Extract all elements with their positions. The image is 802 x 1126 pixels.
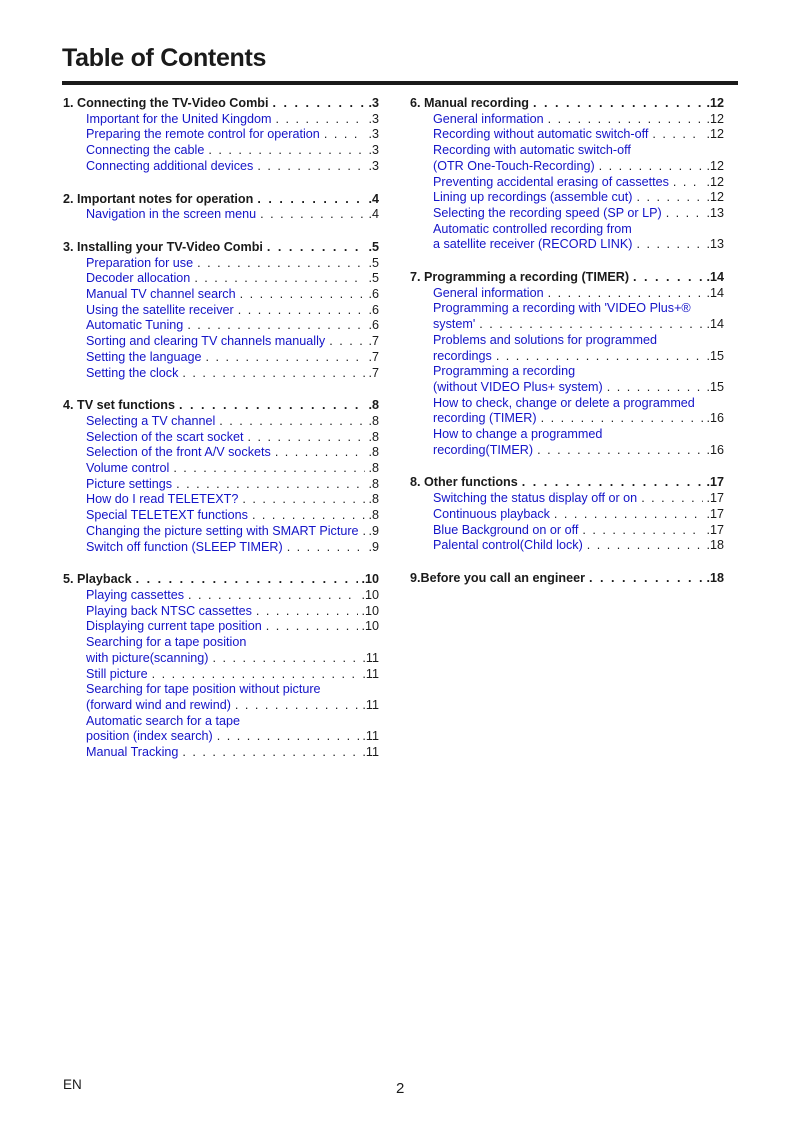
- dot-leader: [256, 604, 359, 620]
- entry-title: Picture settings: [86, 476, 173, 491]
- dot-leader: [522, 475, 704, 491]
- dot-leader: [582, 523, 703, 539]
- page-title: Table of Contents: [62, 44, 267, 72]
- dot-leader: [248, 430, 366, 446]
- toc-entry[interactable]: [410, 380, 724, 396]
- toc-left-column: [63, 95, 379, 777]
- page-ref: .18: [706, 538, 724, 553]
- entry-title: Manual TV channel search: [86, 287, 236, 302]
- toc-entry[interactable]: [63, 350, 379, 366]
- toc-right-column: [410, 95, 724, 603]
- toc-entry[interactable]: [63, 318, 379, 334]
- dot-leader: [272, 96, 365, 112]
- section-title: 3. Installing your TV-Video Combi: [63, 239, 263, 254]
- entry-title: Continuous playback: [433, 506, 550, 521]
- dot-leader: [152, 667, 360, 683]
- toc-entry[interactable]: [410, 317, 724, 333]
- page-ref: .8: [368, 445, 379, 460]
- page-ref: .6: [368, 318, 379, 333]
- page-ref: .16: [706, 442, 724, 457]
- entry-title: Changing the picture setting with SMART Picture: [86, 523, 359, 538]
- toc-entry[interactable]: [63, 334, 379, 350]
- toc-entry[interactable]: [410, 364, 724, 380]
- entry-title: Setting the language: [86, 349, 202, 364]
- toc-entry[interactable]: [63, 540, 379, 556]
- dot-leader: [329, 334, 365, 350]
- page-ref: .10: [361, 572, 379, 587]
- toc-entry[interactable]: [410, 286, 724, 302]
- page-ref: .8: [368, 461, 379, 476]
- entry-title: Decoder allocation: [86, 271, 191, 286]
- entry-title: Automatic controlled recording from: [433, 221, 632, 236]
- toc-entry[interactable]: [410, 112, 724, 128]
- toc-section-heading[interactable]: [63, 397, 379, 414]
- page-ref: .11: [362, 697, 379, 712]
- toc-section: [63, 397, 379, 555]
- entry-title: Switching the status display off or on: [433, 491, 638, 506]
- page-ref: .10: [361, 587, 379, 602]
- toc-entry[interactable]: [63, 207, 379, 223]
- page-ref: .9: [368, 539, 379, 554]
- page-ref: .14: [706, 317, 724, 332]
- entry-title: Blue Background on or off: [433, 522, 579, 537]
- entry-title: Automatic search for a tape: [86, 713, 241, 728]
- entry-title: Palental control(Child lock): [433, 538, 583, 553]
- page-ref: .16: [706, 411, 724, 426]
- dot-leader: [213, 651, 360, 667]
- toc-section: [63, 95, 379, 175]
- toc-entry[interactable]: [410, 538, 724, 554]
- page-ref: .6: [368, 287, 379, 302]
- page-ref: .17: [706, 506, 724, 521]
- dot-leader: [182, 745, 359, 761]
- page-ref: .8: [368, 413, 379, 428]
- page-ref: .3: [368, 143, 379, 158]
- entry-title: Switch off function (SLEEP TIMER): [86, 539, 283, 554]
- toc-section-heading[interactable]: [63, 95, 379, 112]
- dot-leader: [235, 698, 360, 714]
- footer-language: EN: [63, 1077, 82, 1092]
- dot-leader: [276, 112, 366, 128]
- dot-leader: [206, 350, 366, 366]
- dot-leader: [136, 572, 359, 588]
- dot-leader: [633, 270, 703, 286]
- entry-title: (forward wind and rewind): [86, 697, 231, 712]
- dot-leader: [652, 127, 703, 143]
- entry-title: Lining up recordings (assemble cut): [433, 190, 633, 205]
- dot-leader: [219, 414, 365, 430]
- page-ref: .8: [368, 508, 379, 523]
- dot-leader: [636, 237, 703, 253]
- section-title: 6. Manual recording: [410, 96, 529, 110]
- page-ref: .8: [368, 398, 379, 413]
- page-ref: .4: [368, 191, 379, 206]
- toc-entry[interactable]: [63, 745, 379, 761]
- page-ref: .8: [368, 429, 379, 444]
- toc-entry[interactable]: [63, 271, 379, 287]
- toc-entry[interactable]: [63, 127, 379, 143]
- entry-title: Selecting the recording speed (SP or LP): [433, 205, 662, 220]
- entry-title: Playing back NTSC cassettes: [86, 603, 252, 618]
- page-ref: .5: [368, 255, 379, 270]
- dot-leader: [252, 508, 366, 524]
- entry-title: General information: [433, 111, 544, 126]
- dot-leader: [363, 524, 366, 540]
- entry-title: Important for the United Kingdom: [86, 111, 272, 126]
- entry-title: a satellite receiver (RECORD LINK): [433, 237, 633, 252]
- dot-leader: [496, 349, 704, 365]
- toc-entry[interactable]: [63, 112, 379, 128]
- toc-section-heading[interactable]: [410, 95, 724, 112]
- title-rule: [62, 81, 738, 85]
- dot-leader: [324, 127, 366, 143]
- page-ref: .12: [706, 96, 724, 110]
- page-ref: .9: [368, 523, 379, 538]
- page-ref: .6: [368, 302, 379, 317]
- entry-title: General information: [433, 285, 544, 300]
- entry-title: Sorting and clearing TV channels manually: [86, 334, 326, 349]
- entry-title: recording (TIMER): [433, 411, 537, 426]
- toc-entry[interactable]: [410, 175, 724, 191]
- toc-entry[interactable]: [63, 619, 379, 635]
- entry-title: Problems and solutions for programmed: [433, 332, 657, 347]
- dot-leader: [673, 175, 704, 191]
- page-ref: .8: [368, 492, 379, 507]
- entry-title: How to check, change or delete a programmed: [433, 395, 695, 410]
- dot-leader: [587, 538, 704, 554]
- page-ref: .5: [368, 271, 379, 286]
- dot-leader: [182, 366, 365, 382]
- page-ref: .10: [361, 619, 379, 634]
- entry-title: Preparation for use: [86, 255, 194, 270]
- toc-entry[interactable]: [63, 635, 379, 651]
- dot-leader: [257, 192, 365, 208]
- toc-entry[interactable]: [63, 667, 379, 683]
- dot-leader: [257, 159, 365, 175]
- toc-entry[interactable]: [410, 443, 724, 459]
- entry-title: recordings: [433, 348, 492, 363]
- toc-section: [63, 191, 379, 223]
- toc-entry[interactable]: [410, 301, 724, 317]
- dot-leader: [173, 461, 365, 477]
- entry-title: Manual Tracking: [86, 745, 179, 760]
- page-ref: .3: [368, 96, 379, 110]
- entry-title: Preventing accidental erasing of cassettes: [433, 174, 669, 189]
- entry-title: Selecting a TV channel: [86, 413, 216, 428]
- dot-leader: [176, 477, 365, 493]
- toc-entry[interactable]: [410, 507, 724, 523]
- page-ref: .14: [706, 270, 724, 285]
- dot-leader: [537, 443, 703, 459]
- toc-entry[interactable]: [410, 159, 724, 175]
- page-ref: .10: [361, 603, 379, 618]
- page-ref: .3: [368, 158, 379, 173]
- dot-leader: [548, 112, 704, 128]
- dot-leader: [287, 540, 366, 556]
- toc-entry[interactable]: [410, 396, 724, 412]
- page-ref: .3: [368, 127, 379, 142]
- toc-section: [410, 95, 724, 253]
- page-ref: .7: [368, 349, 379, 364]
- section-title: 7. Programming a recording (TIMER): [410, 270, 630, 285]
- dot-leader: [187, 318, 365, 334]
- toc-entry[interactable]: [63, 698, 379, 714]
- dot-leader: [242, 492, 365, 508]
- page-ref: .18: [706, 570, 724, 585]
- entry-title: Selection of the front A/V sockets: [86, 445, 271, 460]
- toc-entry[interactable]: [63, 477, 379, 493]
- toc-entry[interactable]: [410, 333, 724, 349]
- entry-title: Connecting additional devices: [86, 158, 254, 173]
- page-ref: .5: [368, 239, 379, 254]
- toc-section-heading[interactable]: [410, 474, 724, 491]
- toc-entry[interactable]: [63, 604, 379, 620]
- entry-title: Using the satellite receiver: [86, 302, 234, 317]
- toc-entry[interactable]: [410, 523, 724, 539]
- dot-leader: [666, 206, 704, 222]
- toc-entry[interactable]: [63, 256, 379, 272]
- toc-entry[interactable]: [410, 143, 724, 159]
- toc-entry[interactable]: [410, 222, 724, 238]
- toc-entry[interactable]: [63, 303, 379, 319]
- section-title: 8. Other functions: [410, 475, 518, 490]
- toc-entry[interactable]: [63, 651, 379, 667]
- dot-leader: [266, 619, 359, 635]
- entry-title: (OTR One-Touch-Recording): [433, 158, 595, 173]
- toc-entry[interactable]: [63, 524, 379, 540]
- entry-title: Selection of the scart socket: [86, 429, 244, 444]
- page-ref: .11: [362, 745, 379, 760]
- toc-entry[interactable]: [63, 492, 379, 508]
- entry-title: Volume control: [86, 461, 170, 476]
- entry-title: Preparing the remote control for operation: [86, 127, 320, 142]
- page-ref: .17: [706, 491, 724, 506]
- section-title: 1. Connecting the TV-Video Combi: [63, 96, 269, 110]
- page-ref: .12: [706, 127, 724, 142]
- page-ref: .3: [368, 111, 379, 126]
- dot-leader: [197, 256, 365, 272]
- dot-leader: [208, 143, 365, 159]
- toc-entry[interactable]: [63, 366, 379, 382]
- page-ref: .8: [368, 476, 379, 491]
- toc-section: [63, 571, 379, 760]
- toc-section-heading[interactable]: [410, 269, 724, 286]
- dot-leader: [194, 271, 365, 287]
- dot-leader: [179, 398, 366, 414]
- entry-title: Displaying current tape position: [86, 619, 262, 634]
- toc-entry[interactable]: [63, 159, 379, 175]
- dot-leader: [188, 588, 358, 604]
- entry-title: How to change a programmed: [433, 427, 603, 442]
- entry-title: Programming a recording with 'VIDEO Plus+®: [433, 301, 691, 316]
- page-ref: .13: [706, 205, 724, 220]
- dot-leader: [238, 303, 366, 319]
- entry-title: position (index search): [86, 729, 213, 744]
- section-title: 4. TV set functions: [63, 398, 175, 413]
- footer-page-number: 2: [396, 1080, 405, 1097]
- entry-title: Recording without automatic switch-off: [433, 127, 649, 142]
- dot-leader: [607, 380, 704, 396]
- toc-entry[interactable]: [63, 414, 379, 430]
- entry-title: Recording with automatic switch-off: [433, 143, 631, 158]
- toc-entry[interactable]: [63, 461, 379, 477]
- dot-leader: [533, 96, 704, 112]
- entry-title: with picture(scanning): [86, 650, 209, 665]
- entry-title: Special TELETEXT functions: [86, 508, 248, 523]
- toc-entry[interactable]: [410, 427, 724, 443]
- toc-entry[interactable]: [410, 190, 724, 206]
- entry-title: Setting the clock: [86, 365, 179, 380]
- page-ref: .15: [706, 379, 724, 394]
- page-ref: .12: [706, 174, 724, 189]
- page-ref: .11: [362, 666, 379, 681]
- page-ref: .14: [706, 285, 724, 300]
- entry-title: How do I read TELETEXT?: [86, 492, 239, 507]
- page-ref: .17: [706, 522, 724, 537]
- toc-entry[interactable]: [410, 411, 724, 427]
- page-ref: .15: [706, 348, 724, 363]
- dot-leader: [541, 411, 704, 427]
- section-title: 9.Before you call an engineer: [410, 570, 585, 585]
- toc-entry[interactable]: [63, 445, 379, 461]
- toc-section: [410, 570, 724, 587]
- section-title: 2. Important notes for operation: [63, 191, 254, 206]
- page-ref: .12: [706, 111, 724, 126]
- entry-title: recording(TIMER): [433, 442, 534, 457]
- toc-section-heading[interactable]: [63, 191, 379, 208]
- page-ref: .11: [362, 729, 379, 744]
- dot-leader: [589, 571, 704, 587]
- dot-leader: [217, 729, 360, 745]
- toc-entry[interactable]: [63, 729, 379, 745]
- toc-entry[interactable]: [410, 127, 724, 143]
- dot-leader: [554, 507, 704, 523]
- toc-section: [410, 269, 724, 458]
- toc-section-heading[interactable]: [410, 570, 724, 587]
- toc-entry[interactable]: [63, 682, 379, 698]
- dot-leader: [275, 445, 366, 461]
- entry-title: Searching for tape position without picture: [86, 682, 321, 697]
- toc-entry[interactable]: [63, 287, 379, 303]
- toc-entry[interactable]: [63, 714, 379, 730]
- dot-leader: [641, 491, 703, 507]
- toc-entry[interactable]: [410, 206, 724, 222]
- page-ref: .12: [706, 158, 724, 173]
- entry-title: Programming a recording: [433, 364, 576, 379]
- entry-title: (without VIDEO Plus+ system): [433, 379, 603, 394]
- toc-entry[interactable]: [410, 349, 724, 365]
- page-ref: .13: [706, 237, 724, 252]
- dot-leader: [260, 207, 365, 223]
- toc-entry[interactable]: [410, 237, 724, 253]
- toc-section: [410, 474, 724, 554]
- dot-leader: [240, 287, 366, 303]
- page-ref: .12: [706, 190, 724, 205]
- page-ref: .4: [368, 207, 379, 222]
- toc-section: [63, 239, 379, 381]
- toc-section-heading[interactable]: [63, 239, 379, 256]
- dot-leader: [548, 286, 704, 302]
- entry-title: Connecting the cable: [86, 143, 205, 158]
- dot-leader: [267, 240, 366, 256]
- page-ref: .7: [368, 365, 379, 380]
- toc-entry[interactable]: [410, 491, 724, 507]
- toc-entry[interactable]: [63, 430, 379, 446]
- toc-section-heading[interactable]: [63, 571, 379, 588]
- dot-leader: [479, 317, 703, 333]
- entry-title: system': [433, 317, 476, 332]
- entry-title: Automatic Tuning: [86, 318, 184, 333]
- page-ref: .7: [368, 334, 379, 349]
- entry-title: Playing cassettes: [86, 587, 185, 602]
- entry-title: Searching for a tape position: [86, 635, 247, 650]
- page-ref: .17: [706, 475, 724, 490]
- dot-leader: [637, 190, 704, 206]
- toc-entry[interactable]: [63, 588, 379, 604]
- toc-entry[interactable]: [63, 143, 379, 159]
- dot-leader: [599, 159, 704, 175]
- page-ref: .11: [362, 650, 379, 665]
- section-title: 5. Playback: [63, 572, 132, 587]
- toc-entry[interactable]: [63, 508, 379, 524]
- entry-title: Navigation in the screen menu: [86, 207, 257, 222]
- entry-title: Still picture: [86, 666, 148, 681]
